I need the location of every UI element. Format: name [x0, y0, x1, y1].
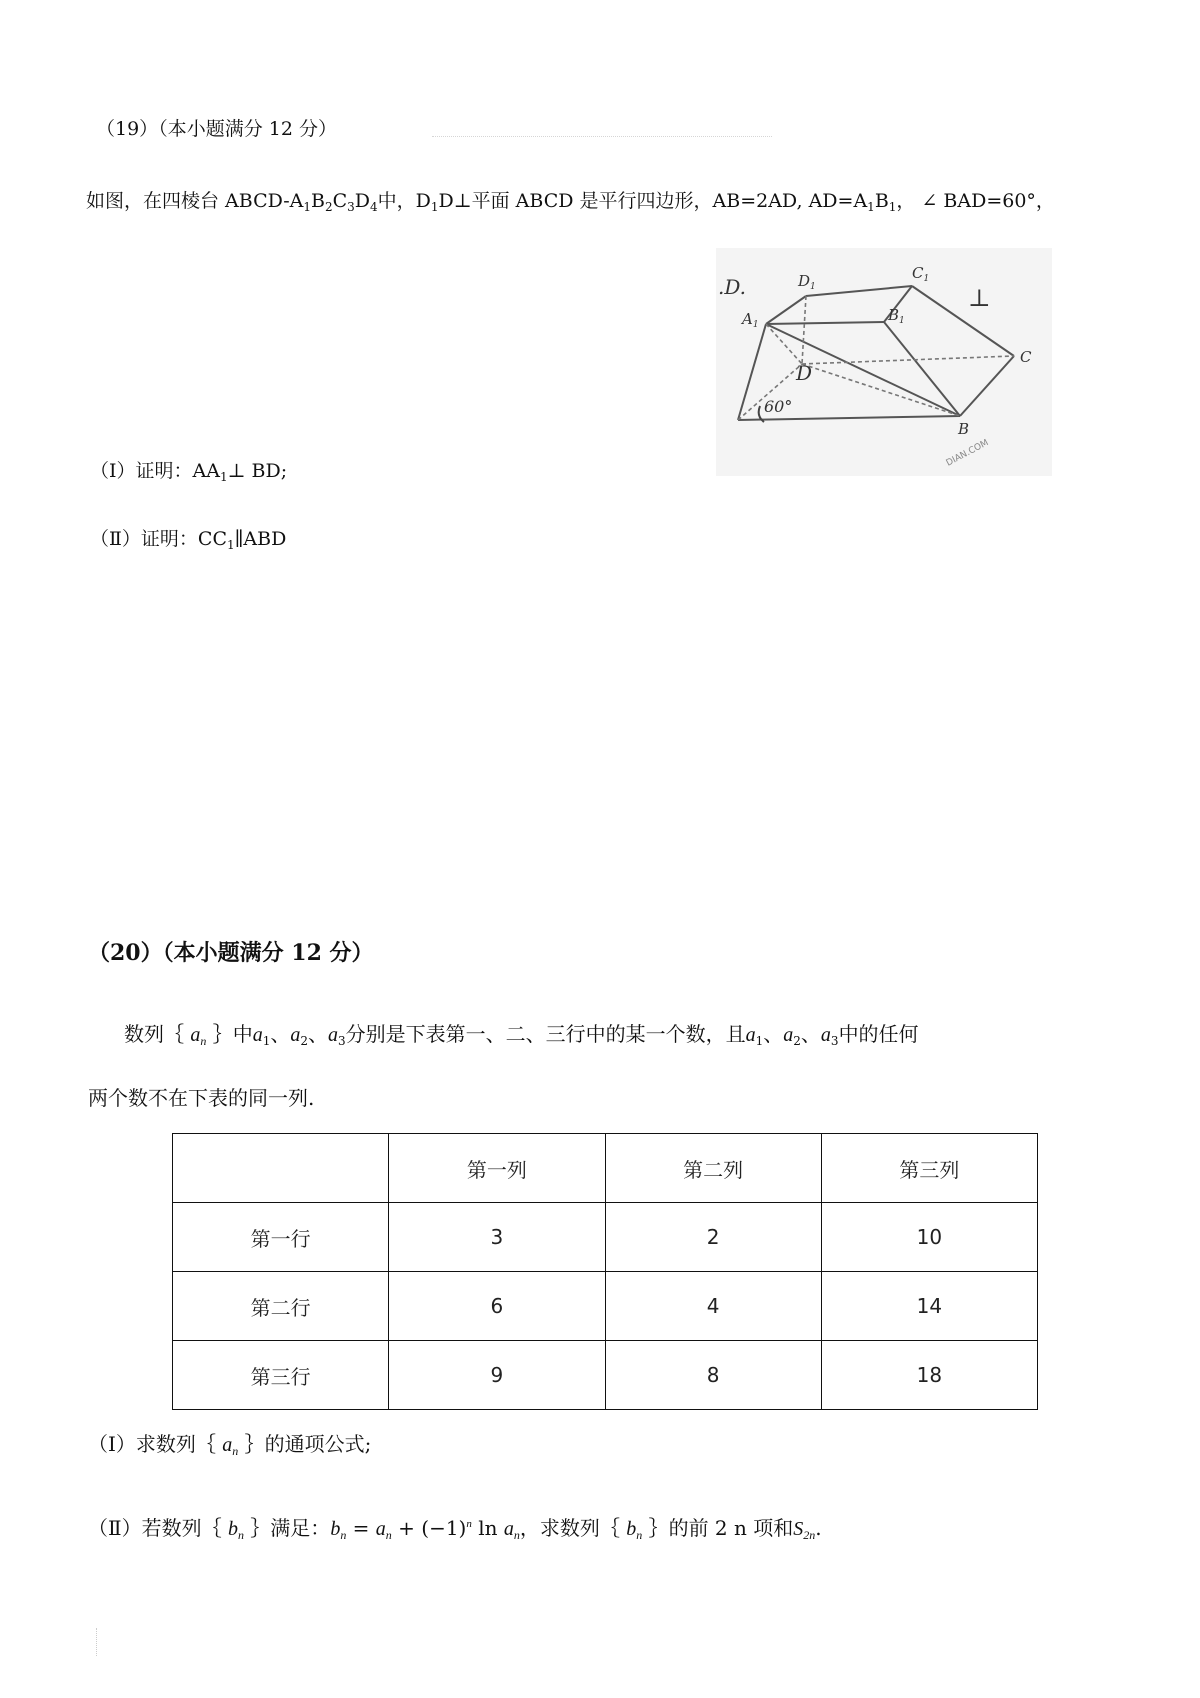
q19-part2-text: （Ⅱ）证明：CC	[90, 528, 227, 550]
table-cell: 2	[605, 1203, 821, 1272]
table-header-row	[173, 1134, 1038, 1203]
q19-part1	[90, 456, 287, 483]
q19-stem-text: D⊥平面 ABCD 是平行四边形，AB=2AD, AD=A	[438, 190, 868, 212]
sub: 1	[888, 200, 897, 214]
sub: 2	[793, 1034, 801, 1048]
text: ｝满足：	[250, 1516, 331, 1540]
math-a: a	[820, 1024, 831, 1046]
label-angle-60: 60°	[764, 397, 793, 416]
sub: n	[237, 1528, 244, 1542]
edge-D1C1	[806, 286, 912, 296]
table-cell: 18	[821, 1341, 1037, 1410]
text: （Ⅱ）若数列｛	[88, 1516, 222, 1540]
q19-stem-text: ， ∠ BAD=60°，	[896, 190, 1055, 212]
math-a: a	[503, 1518, 514, 1540]
sub: n	[385, 1528, 392, 1542]
math-a: a	[745, 1024, 756, 1046]
sub: 1	[303, 200, 311, 214]
table-cell: 3	[389, 1203, 605, 1272]
text: ｝中	[212, 1022, 253, 1046]
sub: 2	[300, 1034, 308, 1048]
sub: 4	[370, 200, 378, 214]
q19-part2	[90, 524, 286, 551]
math-a: a	[290, 1024, 301, 1046]
watermark: DIAN.COM	[944, 438, 991, 469]
sub: 3	[347, 200, 355, 214]
table-cell: 6	[389, 1272, 605, 1341]
label-B1: $B_1$	[888, 306, 905, 326]
sub: n	[340, 1528, 347, 1542]
table-cell: 8	[605, 1341, 821, 1410]
sub: 1	[227, 538, 235, 552]
table-row	[173, 1272, 1038, 1341]
sub: 2	[324, 200, 333, 214]
text: （Ⅰ）求数列｛	[88, 1432, 216, 1456]
q19-header	[96, 114, 337, 141]
text: 中的任何	[838, 1022, 919, 1046]
table-header-cell	[173, 1134, 389, 1203]
q19-part1-text: （Ⅰ）证明：AA	[90, 460, 220, 482]
frustum-figure	[716, 248, 1052, 476]
sub: 3	[830, 1034, 839, 1048]
table-header-cell: 第一列	[389, 1134, 605, 1203]
math-a: a	[783, 1024, 794, 1046]
table-header-cell: 第二列	[605, 1134, 821, 1203]
table-cell: 9	[389, 1341, 605, 1410]
label-C: C	[1020, 348, 1032, 366]
diag-DB	[802, 364, 960, 416]
edge-AB	[738, 416, 960, 420]
math-op: + (−1)	[391, 1516, 467, 1540]
label-B: B	[958, 420, 970, 438]
math-b: b	[227, 1518, 238, 1540]
q20-title: （20）（本小题满分 12 分）	[88, 940, 374, 966]
sub: n	[200, 1034, 207, 1048]
text: 、	[800, 1022, 821, 1046]
math-S: S	[793, 1518, 804, 1540]
math-op: =	[346, 1516, 376, 1540]
label-D: D	[796, 361, 813, 385]
math-op: ln	[471, 1516, 504, 1540]
math-a: a	[375, 1518, 386, 1540]
text: ，求数列｛	[519, 1516, 620, 1540]
table-cell: 第一行	[173, 1203, 389, 1272]
q19-stem-text: B	[310, 190, 325, 212]
sub: n	[513, 1528, 520, 1542]
q19-stem	[86, 186, 1055, 213]
table-cell: 第二行	[173, 1272, 389, 1341]
table-row	[173, 1341, 1038, 1410]
math-b: b	[626, 1518, 637, 1540]
math-a: a	[252, 1024, 263, 1046]
sub: 3	[338, 1034, 346, 1048]
q19-number: （19）	[96, 118, 159, 140]
table-row	[173, 1203, 1038, 1272]
edge-CB	[960, 356, 1014, 416]
table-cell: 14	[821, 1272, 1037, 1341]
sub: 1	[430, 200, 439, 214]
edge-A1A	[738, 324, 766, 420]
math-a: a	[190, 1024, 201, 1046]
diag-A1D	[766, 324, 802, 364]
text: ｝的通项公式;	[244, 1432, 372, 1456]
edge-D1D	[802, 296, 806, 364]
text: 、	[308, 1022, 328, 1046]
q19-stem-text: 如图，在四棱台 ABCD-A	[86, 190, 304, 212]
edge-A1D1	[766, 296, 806, 324]
sub: 1	[262, 1034, 271, 1048]
text: 、	[763, 1022, 784, 1046]
text: 数列｛	[124, 1022, 184, 1046]
q20-part1	[88, 1428, 371, 1457]
math-a: a	[222, 1434, 233, 1456]
sub: n	[636, 1528, 643, 1542]
q19-score: （本小题满分 12 分）	[158, 118, 337, 140]
frustum-diagram	[716, 248, 1052, 476]
sub: 1	[755, 1034, 764, 1048]
math-a: a	[328, 1024, 338, 1046]
sub: 2n	[803, 1528, 816, 1542]
label-A1: $A_1$	[742, 310, 759, 330]
text: .	[815, 1516, 822, 1540]
q19-stem-text: C	[332, 190, 348, 212]
margin-mark	[96, 1628, 99, 1656]
q20-stem-line1	[124, 1018, 919, 1047]
sub: n	[232, 1444, 239, 1458]
table-cell: 第三行	[173, 1341, 389, 1410]
sub: 1	[219, 470, 228, 484]
label-note: .D.	[718, 275, 747, 299]
dotted-rule	[432, 136, 772, 137]
table-cell: 10	[821, 1203, 1037, 1272]
q19-part2-text: ∥ABD	[234, 528, 287, 550]
edge-A1B1	[766, 322, 884, 324]
text: ｝的前 2 n 项和	[648, 1516, 794, 1540]
edge-B1B	[884, 322, 960, 416]
q19-stem-text: B	[874, 190, 889, 212]
number-table	[172, 1133, 1038, 1410]
text: 分别是下表第一、二、三行中的某一个数，且	[345, 1022, 746, 1046]
text: 、	[270, 1022, 291, 1046]
edge-C1C	[912, 286, 1014, 356]
q20-part2	[88, 1512, 822, 1541]
q19-stem-text: D	[354, 190, 371, 212]
math-b: b	[330, 1518, 341, 1540]
sup: n	[466, 1518, 472, 1530]
table-header-cell: 第三列	[821, 1134, 1037, 1203]
sub: 1	[867, 200, 875, 214]
table-cell: 4	[605, 1272, 821, 1341]
label-C1: $C_1$	[912, 264, 930, 284]
label-D1: $D_1$	[798, 272, 816, 292]
q19-stem-text: 中，D	[377, 190, 431, 212]
q19-part1-text: ⊥ BD;	[227, 460, 288, 482]
label-perp: ⊥	[968, 284, 991, 312]
q20-stem-line2: 两个数不在下表的同一列.	[88, 1086, 315, 1110]
